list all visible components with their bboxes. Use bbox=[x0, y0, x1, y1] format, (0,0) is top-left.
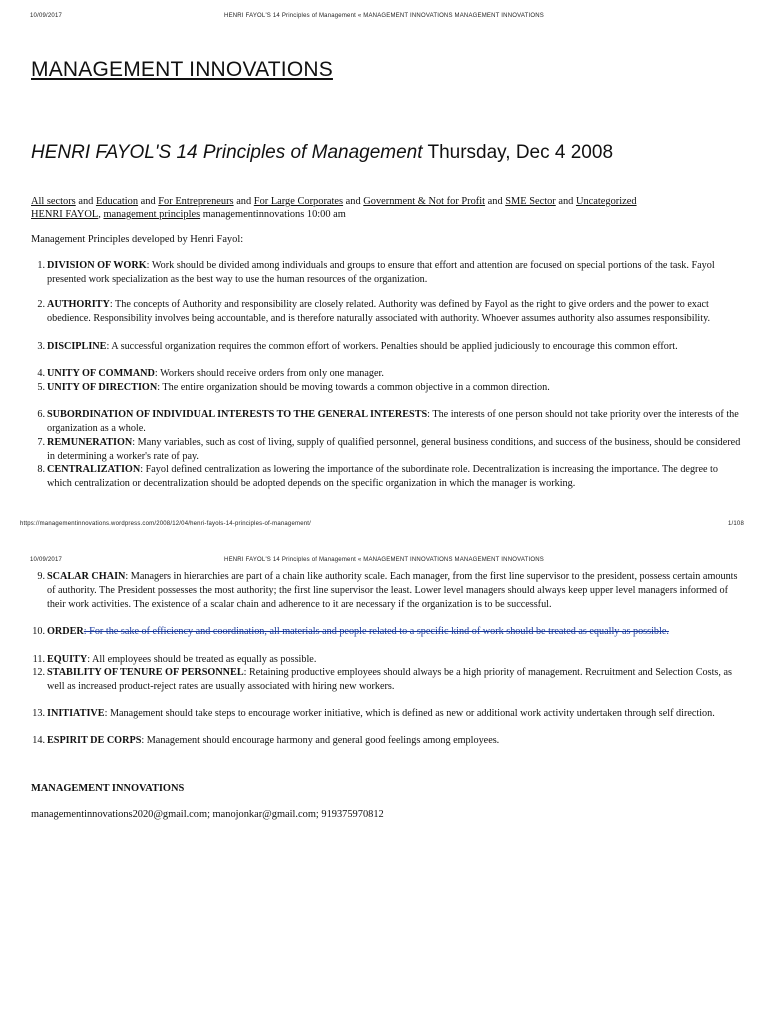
category-link[interactable]: SME Sector bbox=[505, 196, 556, 207]
list-item bbox=[32, 666, 742, 694]
item-number: 7. bbox=[37, 437, 45, 448]
site-title[interactable]: MANAGEMENT INNOVATIONS bbox=[31, 58, 333, 81]
header-date: 10/09/2017 bbox=[30, 13, 63, 19]
item-heading: CENTRALIZATION bbox=[47, 464, 141, 475]
footer-page-number: 1/108 bbox=[727, 521, 744, 527]
item-body: : Management should take steps to encourage worker initiative, which is defined as new or additional work activity undertaken through self direction. bbox=[104, 708, 715, 719]
list-item bbox=[37, 436, 742, 464]
item-number: 14. bbox=[32, 735, 45, 746]
item-heading: AUTHORITY bbox=[47, 299, 110, 310]
list-item bbox=[37, 408, 742, 436]
item-heading: INITIATIVE bbox=[47, 708, 105, 719]
category-link[interactable]: All sectors bbox=[31, 196, 76, 207]
post-date: Thursday, Dec 4 2008 bbox=[422, 142, 614, 163]
item-body: : Workers should receive orders from only one manager. bbox=[154, 368, 384, 379]
item-number: 10. bbox=[32, 626, 45, 637]
item-number: 2. bbox=[37, 299, 45, 310]
list-item bbox=[37, 340, 742, 354]
item-heading: SCALAR CHAIN bbox=[47, 571, 126, 582]
item-number: 3. bbox=[37, 341, 45, 352]
list-item bbox=[37, 381, 742, 395]
footer-url[interactable]: https://managementinnovations.wordpress.com/2008/12/04/henri-fayols-14-principles-of-management/ bbox=[20, 521, 312, 527]
separator: and bbox=[138, 196, 159, 207]
item-heading: REMUNERATION bbox=[47, 437, 133, 448]
list-item bbox=[37, 259, 742, 287]
item-number: 1. bbox=[37, 260, 45, 271]
category-link[interactable]: For Large Corporates bbox=[253, 196, 344, 207]
item-body: : All employees should be treated as equally as possible. bbox=[87, 654, 317, 665]
author-time: managementinnovations 10:00 am bbox=[200, 209, 346, 220]
item-heading: STABILITY OF TENURE OF PERSONNEL bbox=[47, 667, 244, 678]
item-heading: ESPIRIT DE CORPS bbox=[47, 735, 142, 746]
list-item bbox=[37, 298, 742, 326]
contact-info: managementinnovations2020@gmail.com; manojonkar@gmail.com; 919375970812 bbox=[31, 809, 384, 820]
footer-site-title: MANAGEMENT INNOVATIONS bbox=[31, 783, 185, 794]
item-heading: UNITY OF COMMAND bbox=[47, 368, 155, 379]
item-number: 8. bbox=[37, 464, 45, 475]
category-link[interactable]: Education bbox=[95, 196, 139, 207]
item-body: : The interests of one person should not take priority over the interests of the organization as a whole. bbox=[47, 409, 739, 434]
category-link[interactable]: For Entrepreneurs bbox=[158, 196, 234, 207]
list-item bbox=[37, 570, 742, 612]
item-body: : Fayol defined centralization as lowering the importance of the subordinate role. Decentralization is increasing the importance. The degree to which centralization or decentralization should be adopted depends on the specific organization in which the manager is working. bbox=[47, 464, 718, 489]
item-heading: ORDER bbox=[47, 626, 84, 637]
item-body: : For the sake of efficiency and coordination, all materials and people related to a specific kind of work should be treated as equally as possible. bbox=[83, 626, 669, 637]
item-heading: DISCIPLINE bbox=[47, 341, 107, 352]
item-number: 6. bbox=[37, 409, 45, 420]
separator: and bbox=[485, 196, 506, 207]
list-item bbox=[37, 367, 742, 381]
list-item bbox=[32, 653, 742, 667]
tag-link[interactable]: management principles bbox=[103, 209, 201, 220]
separator: and bbox=[343, 196, 364, 207]
item-body: : Work should be divided among individuals and groups to ensure that effort and attention are focused on special portions of the task. Fayol presented work specialization as the best way to use the human resources of the organization. bbox=[47, 260, 715, 285]
category-link[interactable]: Government & Not for Profit bbox=[363, 196, 486, 207]
item-number: 9. bbox=[37, 571, 45, 582]
item-body: : The concepts of Authority and responsibility are closely related. Authority was defined by Fayol as the right to give orders and the power to exact obedience. Responsibility involves being accountable, and is therefore naturally associated with authority. Whoever assumes authority also assumes responsibility. bbox=[47, 299, 711, 324]
list-item bbox=[37, 463, 742, 491]
item-heading: EQUITY bbox=[47, 654, 88, 665]
list-item bbox=[32, 734, 742, 748]
item-heading: UNITY OF DIRECTION bbox=[47, 382, 158, 393]
item-body: : Many variables, such as cost of living, supply of qualified personnel, general business conditions, and success of the business, should be considered in determining a worker's rate of pay. bbox=[47, 437, 741, 462]
list-item bbox=[32, 707, 742, 721]
post-meta: All sectors and Education and For Entrepreneurs and For Large Corporates and Government & Not for Profit and SME Sector and Uncategorized HENRI FAYOL, management principles managementinnovations 10:00 am bbox=[31, 196, 637, 220]
header-date: 10/09/2017 bbox=[30, 557, 63, 563]
item-body: : A successful organization requires the common effort of workers. Penalties should be applied judiciously to encourage this common effort. bbox=[106, 341, 678, 352]
intro-text: Management Principles developed by Henri Fayol: bbox=[31, 234, 244, 245]
item-heading: DIVISION OF WORK bbox=[47, 260, 147, 271]
header-title: HENRI FAYOL'S 14 Principles of Management « MANAGEMENT INNOVATIONS MANAGEMENT INNOVATIONS bbox=[224, 13, 544, 19]
item-number: 11. bbox=[32, 654, 45, 665]
item-heading: SUBORDINATION OF INDIVIDUAL INTERESTS TO THE GENERAL INTERESTS bbox=[47, 409, 428, 420]
post-title bbox=[31, 142, 613, 164]
item-number: 12. bbox=[32, 667, 45, 678]
item-body: : Management should encourage harmony and general good feelings among employees. bbox=[141, 735, 500, 746]
list-item bbox=[32, 625, 742, 639]
post-title-text: HENRI FAYOL'S 14 Principles of Management bbox=[31, 142, 423, 163]
separator: and bbox=[555, 196, 576, 207]
item-number: 5. bbox=[37, 382, 45, 393]
separator: and bbox=[75, 196, 96, 207]
category-link[interactable]: Uncategorized bbox=[575, 196, 637, 207]
header-title: HENRI FAYOL'S 14 Principles of Management « MANAGEMENT INNOVATIONS MANAGEMENT INNOVATIONS bbox=[224, 557, 544, 563]
separator: and bbox=[233, 196, 254, 207]
item-body: : The entire organization should be moving towards a common objective in a common direction. bbox=[157, 382, 550, 393]
item-body: : Managers in hierarchies are part of a chain like authority scale. Each manager, from the first line supervisor to the president, possess certain amounts of authority. The President possesses the most authority; the first line supervisor the least. Lower level managers should always keep upper level managers informed of their work activities. The existence of a scalar chain and adherence to it are necessary if the organization is to be successful. bbox=[47, 571, 738, 610]
tag-link[interactable]: HENRI FAYOL bbox=[31, 209, 99, 220]
item-number: 4. bbox=[37, 368, 45, 379]
item-body: : Retaining productive employees should always be a high priority of management. Recruitment and Selection Costs, as well as increased product-reject rates are usually associated with hiring new workers. bbox=[47, 667, 732, 692]
item-number: 13. bbox=[32, 708, 45, 719]
